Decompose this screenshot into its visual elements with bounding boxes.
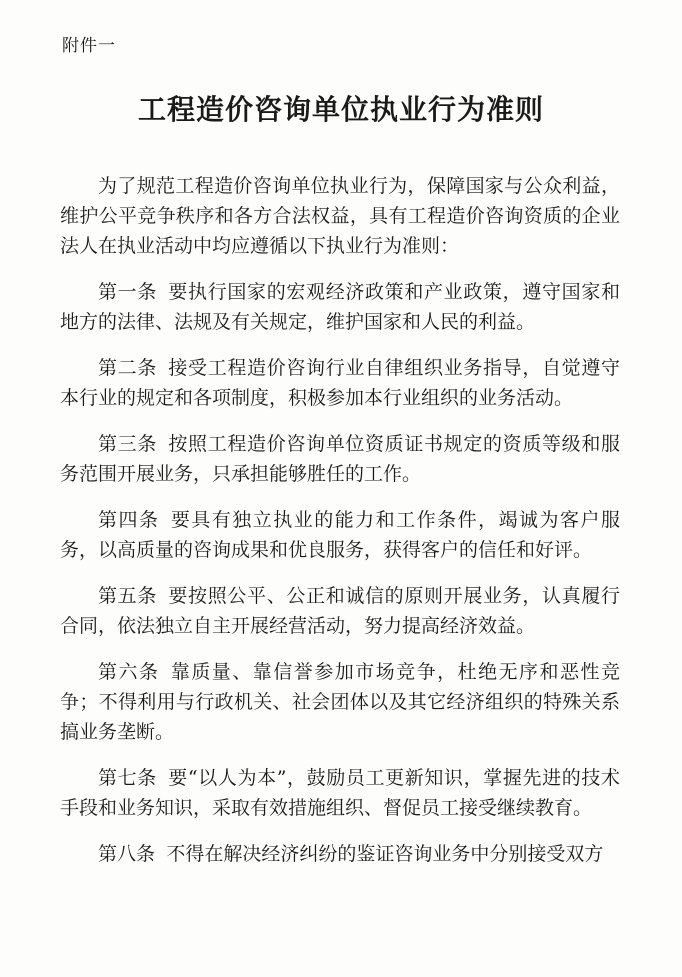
article-8: [60, 839, 620, 869]
article-text: 要“以人为本”，鼓励员工更新知识，掌握先进的技术手段和业务知识，采取有效措施组织、督促员工接受继续教育。: [60, 767, 620, 819]
article-text: 要执行国家的宏观经济政策和产业政策，遵守国家和地方的法律、法规及有关规定，维护国家和人民的利益。: [60, 281, 620, 333]
article-3: [60, 429, 620, 489]
article-5: [60, 581, 620, 641]
article-label: 第二条: [98, 357, 157, 379]
article-label: 第五条: [98, 585, 157, 607]
page-title: 工程造价咨询单位执业行为准则: [137, 93, 544, 126]
document-body: [60, 171, 620, 885]
article-text: 按照工程造价咨询单位资质证书规定的资质等级和服务范围开展业务，只承担能够胜任的工作。: [60, 433, 620, 485]
article-label: 第六条: [98, 661, 160, 683]
article-7: [60, 763, 620, 823]
article-text: 不得在解决经济纠纷的鉴证咨询业务中分别接受双方: [166, 843, 604, 865]
article-label: 第七条: [98, 767, 157, 789]
article-4: [60, 505, 620, 565]
article-label: 第四条: [98, 509, 160, 531]
attachment-label: 附件一: [62, 36, 116, 56]
article-label: 第一条: [98, 281, 157, 303]
article-text: 接受工程造价咨询行业自律组织业务指导，自觉遵守本行业的规定和各项制度，积极参加本行业组织的业务活动。: [60, 357, 620, 409]
article-2: [60, 353, 620, 413]
intro-paragraph: 为了规范工程造价咨询单位执业行为，保障国家与公众利益，维护公平竞争秩序和各方合法权益，具有工程造价咨询资质的企业法人在执业活动中均应遵循以下执业行为准则：: [60, 175, 620, 257]
article-text: 靠质量、靠信誉参加市场竞争，杜绝无序和恶性竞争；不得利用与行政机关、社会团体以及其它经济组织的特殊关系搞业务垄断。: [60, 661, 620, 743]
article-6: [60, 657, 620, 747]
article-text: 要按照公平、公正和诚信的原则开展业务，认真履行合同，依法独立自主开展经营活动，努力提高经济效益。: [60, 585, 620, 637]
article-1: [60, 277, 620, 337]
article-label: 第八条: [98, 843, 156, 865]
article-label: 第三条: [98, 433, 157, 455]
article-text: 要具有独立执业的能力和工作条件，竭诚为客户服务，以高质量的咨询成果和优良服务，获得客户的信任和好评。: [60, 509, 620, 561]
